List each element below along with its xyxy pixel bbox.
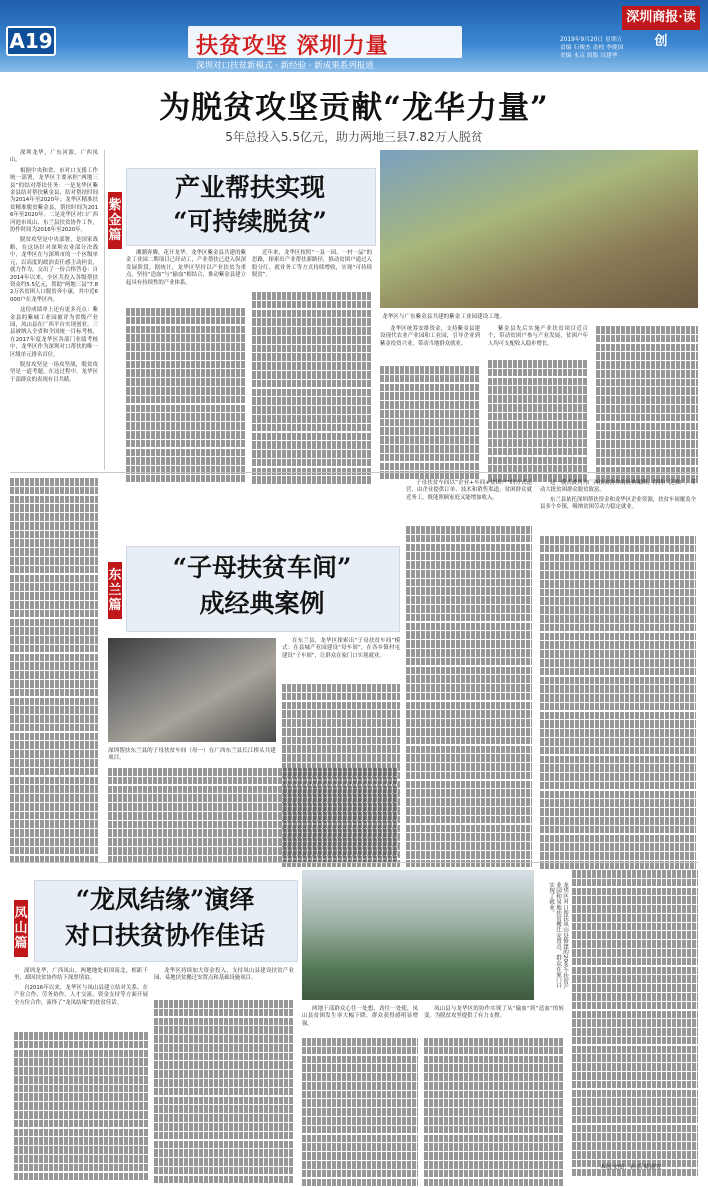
photo-donglan-workshop [108,638,276,742]
body-fengshan-col3 [302,1006,418,1030]
main-subheadline: 5年总投入5.5亿元，助力两地三县7.82万人脱贫 [225,130,483,144]
body-donglan-p1: 在东兰县，龙华区探索出“子母扶贫车间”模式：在县城产业园建设“母车间”，在各乡镇村屯建设“子车间”，让群众在家门口实现就业。 [282,638,400,659]
body-fengshan-col1 [14,968,148,1009]
editors-line-1: 责编 石俊杰 责校 李健国 [560,45,624,51]
body-zijin-col3-fill [380,366,480,480]
section-divider-2 [10,862,698,863]
section-title-zijin-line2: “可持续脱贫” [173,207,327,236]
section-divider-1 [10,472,698,473]
section-band-donglan: 东兰篇 [108,562,122,619]
photo-zijin-construction-site [380,150,698,308]
body-zijin-col1-fill [126,308,246,484]
editors-line-2: 美编 永京 组版 汉建华 [560,53,618,59]
newspaper-logo: 深圳商报·读创 [622,6,700,30]
body-donglan-col3 [540,480,696,514]
body-donglan-p4: 东兰县依托深圳帮扶资金和龙华区企业资源，扶贫车间覆盖全县多个乡镇，吸纳贫困劳动力稳定就业。 [540,496,696,511]
body-zijin-col5-fill [596,326,698,484]
page-number-badge: A19 [6,26,56,56]
photo-caption-fengshan: 龙华区对口帮扶凤山县修建的20多个扶贫产业园和易地扶贫搬迁安置点，群众在家门口实现了就业。 [548,882,568,990]
main-headline: 为脱贫攻坚贡献“龙华力量” [159,90,549,126]
byline: 本版文图：孙滔 陈淑安 [600,1164,662,1171]
lede-p3: 脱贫攻坚是中央部署，是国家战略，在这场针对深圳农业部分决战中，龙华区在与深圳市的一个区级单元，以高度的政治责任感主动担责，就力作为，交出了一份合格答卷：自2014年以来，全区共投入各级帮扶资金约5.5亿元，帮助“两地三县”7.82万名贫困人口脱贫奔小康，其中近6000户在龙华区内。 [10,237,98,303]
body-fengshan-p4: 两地干部群众心往一处想、劲往一处使，凤山县贫困发生率大幅下降，群众获得感明显增强。 [302,1006,418,1027]
body-zijin-col3 [380,326,480,350]
body-donglan-col2-fill [406,526,532,868]
body-fengshan-col2 [154,968,294,985]
banner-subtitle: 深圳对口扶贫新模式 · 新经验 · 新成果系列报道 [196,61,374,71]
body-donglan-p2: 子母扶贫车间以“企业+车间+贫困户”的方式运营，由企业提供订单、技术和销售渠道，贫困群众就近务工，既能照顾家庭又能增加收入。 [406,480,532,501]
body-zijin-p1: 湘潮奔腾，花开龙华。龙华区紫金县共建的紫金工业园二期项目已经动工，产业帮扶已进入纵深发展阶段。据统计，龙华区坚持以产业扶贫为重点，坚持“造血”与“输血”相结合，推动紫金县建立起具有持续性的产业体系。 [126,250,246,286]
body-zijin-col1 [126,250,246,289]
section-title-donglan-line1: “子母扶贫车间” [172,553,352,582]
photo-caption-zijin: 龙华区与广东紫金县共建的紫金工业园建设工地。 [382,314,506,320]
section-title-donglan-line2: 成经典案例 [199,589,325,618]
body-zijin-col2-fill [252,292,372,485]
banner-title: 扶贫攻坚 深圳力量 [196,33,389,59]
body-zijin-col4-fill [488,360,588,483]
body-fengshan-col4-fill [424,1038,564,1187]
lede-col-fill [10,478,98,864]
lede-p4: 这份成绩单上还有更多亮点：紫金县的紫城工业园被评为省级产业园，凤山县在广西平台实现创业。三县被纳入全省和全国统一目标考核，在2017年度龙华区各部门业绩考核中，龙华区作为深圳对口帮扶的唯一区级单元排名首位。 [10,307,98,358]
body-fengshan-col2-fill [154,1000,294,1184]
body-donglan-bottom-fill [108,768,398,865]
body-donglan-col2 [406,480,532,504]
body-zijin-p4: 紫金县先后实施产业扶贫项目近百个，带动贫困户参与产业发展，贫困户年人均可支配收入稳步增长。 [488,326,588,347]
issue-info [560,36,624,60]
issue-date: 2019年9月20日 星期五 [560,37,623,43]
body-zijin-p3: 龙华区统筹安排资金，支持紫金县建设现代农业产业园和工业园，引导企业到紫金投资兴业，带动当地群众就业。 [380,326,480,347]
lede-p2: 根据中央和省、市对口支援工作统一部署，龙华区主要承担“两地三县”的结对帮扶任务：一是龙华区紫金县结对帮扶紫金县，结对帮扶时间为2014年至2020年；龙华区精准扶贫精准脱贫紫金县，帮扶时间为2016年至2020年。二是龙华区对口广西河池市凤山、东兰县扶贫协作工作，协作时间为2016年至2020年。 [10,167,98,234]
section-band-zijin: 紫金篇 [108,192,122,249]
section-title-fengshan-line2: 对口扶贫协作佳话 [64,921,265,950]
photo-fengshan-landscape [302,870,534,1000]
section-title-fengshan-line1: “龙凤结缘”演绎 [75,885,255,914]
column-divider [104,150,105,470]
body-fengshan-p1: 深圳龙华，广西凤山，两地地处祖国南北，相距千里，却因扶贫协作结下深厚情谊。 [14,968,148,982]
lede-column [10,150,98,387]
body-zijin-col2 [252,250,372,282]
body-fengshan-col3-fill [302,1038,418,1187]
section-title-zijin-line1: 产业帮扶实现 [174,173,325,202]
lede-p5: 脱贫攻坚是一场攻坚战，脱贫攻坚是一道考题。在这过程中，龙华区干部群众的表现有目共睹。 [10,361,98,383]
body-fengshan-p2: 自2016年以来，龙华区与凤山县建立结对关系，在产业合作、劳务协作、人才交流、资金支持等方面开展全方位合作，演绎了“龙凤结缘”的扶贫佳话。 [14,984,148,1006]
section-band-fengshan: 凤山篇 [14,900,28,957]
lede-p1: 深圳龙华，广东河源，广西凤山。 [10,150,98,164]
body-zijin-col4 [488,326,588,350]
body-fengshan-p5: 凤山县与龙华区的协作实现了从“输血”到“造血”的转变，为脱贫攻坚提供了有力支撑。 [424,1006,564,1020]
body-fengshan-col4 [424,1006,564,1023]
body-donglan-col3-fill [540,536,696,870]
body-donglan-col1 [282,638,400,662]
body-fengshan-p3: 龙华区持续加大资金投入，支持凤山县建设扶贫产业园、易地扶贫搬迁安置点和基础设施项目。 [154,968,294,982]
photo-caption-donglan: 深圳帮扶东兰县的子母扶贫车间（母一）在广西东兰县长江桥头共建项目。 [108,748,276,761]
body-donglan-p3: 这一模式被列为广西扶贫协作的经典案例，得到广泛推广，带动大批贫困群众脱贫致富。 [540,480,696,494]
body-fengshan-col1-fill [14,1032,148,1181]
body-zijin-p2: 近年来，龙华区按照“一县一园、一村一品”的思路，探索出产业帮扶新路径，推动贫困户通过入股分红、就业务工等方式持续增收，实现“可持续脱贫”。 [252,250,372,279]
body-fengshan-col5-fill [572,870,698,1177]
